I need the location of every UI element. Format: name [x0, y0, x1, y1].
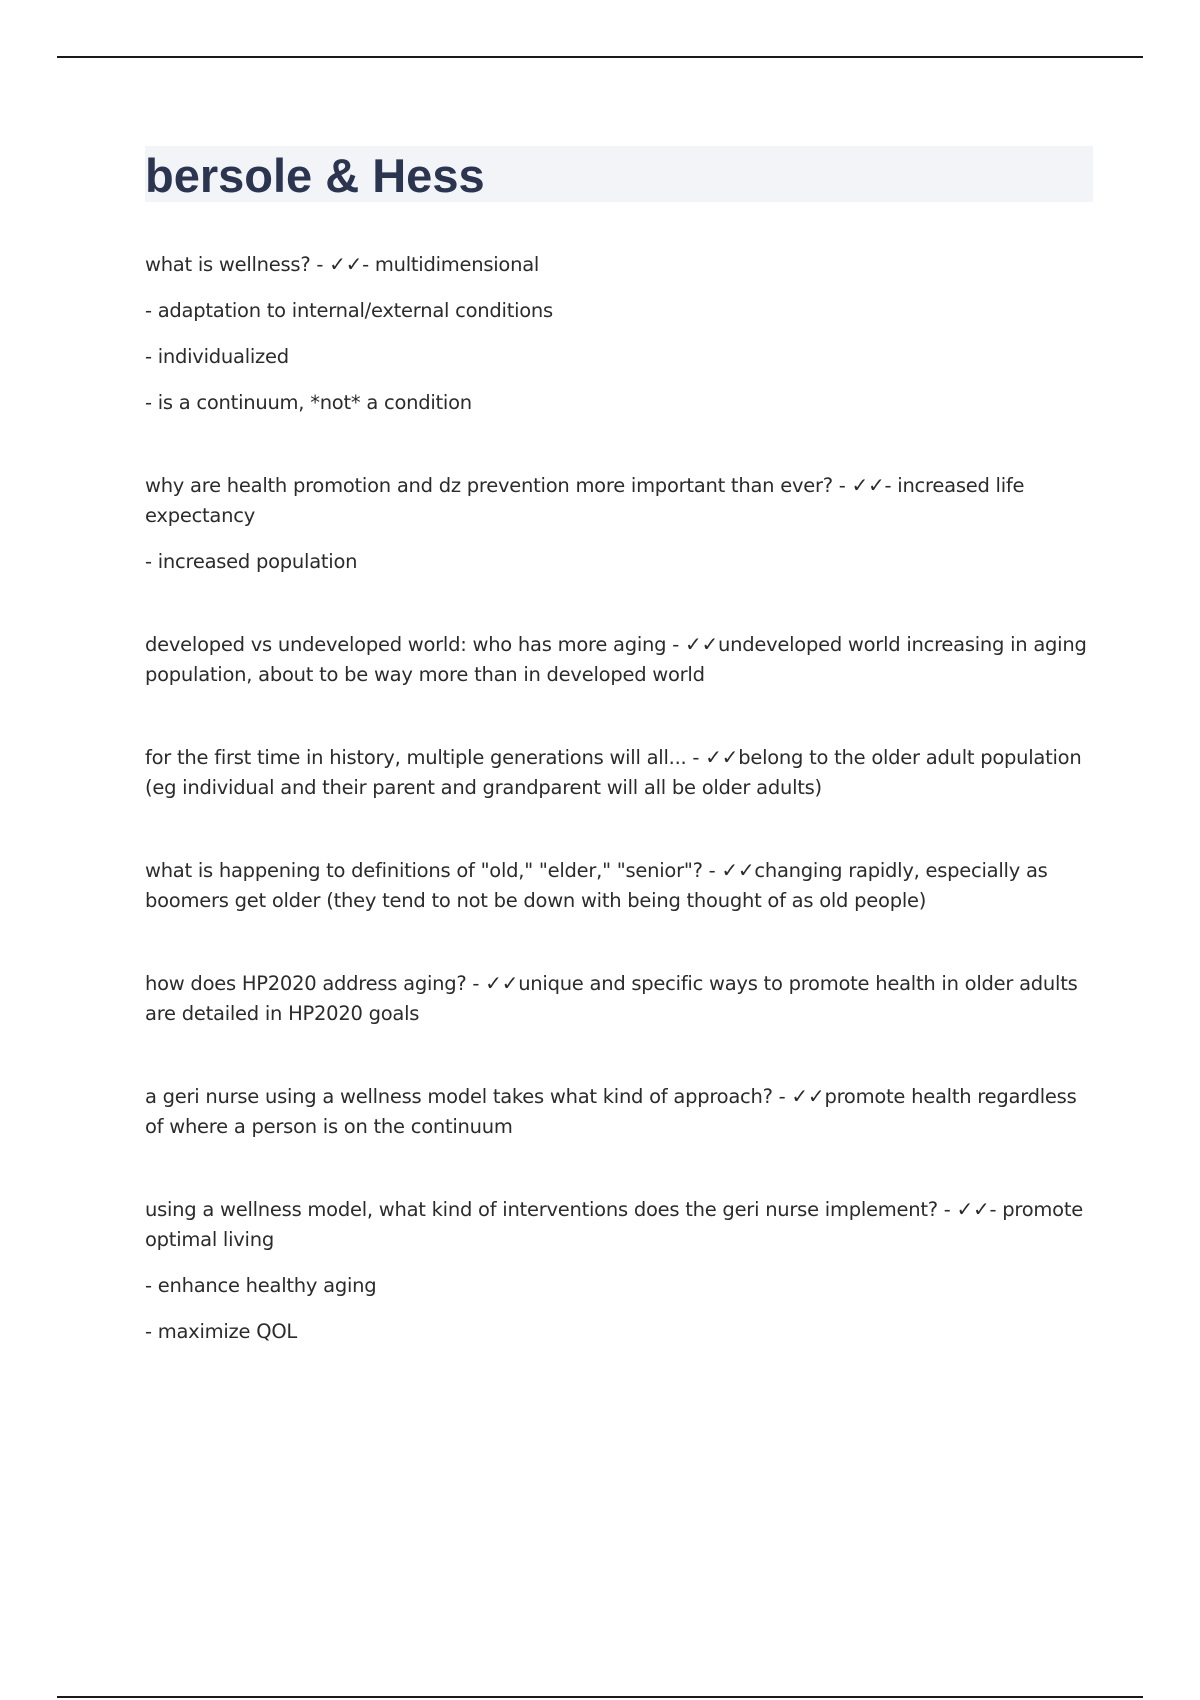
qa-first-line: [145, 742, 1093, 803]
qa-answer: changing rapidly, especially as boomers get older (they tend to not be down with being thought of as old people): [145, 859, 1048, 912]
qa-question: why are health promotion and dz prevention more important than ever? -: [145, 474, 852, 497]
qa-question: using a wellness model, what kind of interventions does the geri nurse implement? -: [145, 1198, 957, 1221]
qa-question: what is happening to definitions of "old," "elder," "senior"? -: [145, 859, 722, 882]
qa-item: [145, 968, 1093, 1029]
qa-item: [145, 470, 1093, 577]
qa-answer: - promote optimal living: [145, 1198, 1083, 1251]
qa-first-line: [145, 249, 1093, 280]
double-check-icon: ✓✓: [956, 1197, 990, 1221]
qa-answer: belong to the older adult population (eg individual and their parent and grandparent will all be older adults): [145, 746, 1082, 799]
qa-question: for the first time in history, multiple generations will all... -: [145, 746, 706, 769]
qa-question: developed vs undeveloped world: who has more aging -: [145, 633, 685, 656]
qa-item: [145, 1081, 1093, 1142]
bottom-rule: [57, 1696, 1143, 1698]
page-title: bersole & Hess: [145, 148, 485, 202]
qa-answer-line: - adaptation to internal/external conditions: [145, 299, 553, 322]
qa-question: a geri nurse using a wellness model takes what kind of approach? -: [145, 1085, 792, 1108]
qa-answer-line: - enhance healthy aging: [145, 1274, 377, 1297]
qa-answer: - increased life expectancy: [145, 474, 1025, 527]
qa-item: [145, 249, 1093, 418]
double-check-icon: ✓✓: [329, 252, 363, 276]
qa-question: what is wellness? -: [145, 253, 330, 276]
qa-answer: unique and specific ways to promote health in older adults are detailed in HP2020 goals: [145, 972, 1078, 1025]
qa-answer-line: - individualized: [145, 345, 289, 368]
top-rule: [57, 56, 1143, 58]
qa-first-line: [145, 1194, 1093, 1255]
title-band: [145, 146, 1093, 202]
page-content: [145, 146, 1093, 1399]
qa-first-line: [145, 855, 1093, 916]
qa-answer: - multidimensional: [362, 253, 540, 276]
double-check-icon: ✓✓: [791, 1084, 825, 1108]
qa-first-line: [145, 470, 1093, 531]
qa-first-line: [145, 968, 1093, 1029]
qa-answer: promote health regardless of where a person is on the continuum: [145, 1085, 1077, 1138]
qa-answer: undeveloped world increasing in aging population, about to be way more than in developed world: [145, 633, 1087, 686]
qa-answer-line: - increased population: [145, 550, 358, 573]
double-check-icon: ✓✓: [851, 473, 885, 497]
qa-answer-line: - is a continuum, *not* a condition: [145, 391, 472, 414]
qa-list: [145, 249, 1093, 1347]
qa-first-line: [145, 1081, 1093, 1142]
qa-item: [145, 855, 1093, 916]
double-check-icon: ✓✓: [485, 971, 519, 995]
qa-item: [145, 742, 1093, 803]
qa-item: [145, 1194, 1093, 1347]
qa-first-line: [145, 629, 1093, 690]
qa-answer-line: - maximize QOL: [145, 1320, 298, 1343]
double-check-icon: ✓✓: [721, 858, 755, 882]
double-check-icon: ✓✓: [684, 632, 718, 656]
qa-item: [145, 629, 1093, 690]
double-check-icon: ✓✓: [705, 745, 739, 769]
qa-question: how does HP2020 address aging? -: [145, 972, 486, 995]
